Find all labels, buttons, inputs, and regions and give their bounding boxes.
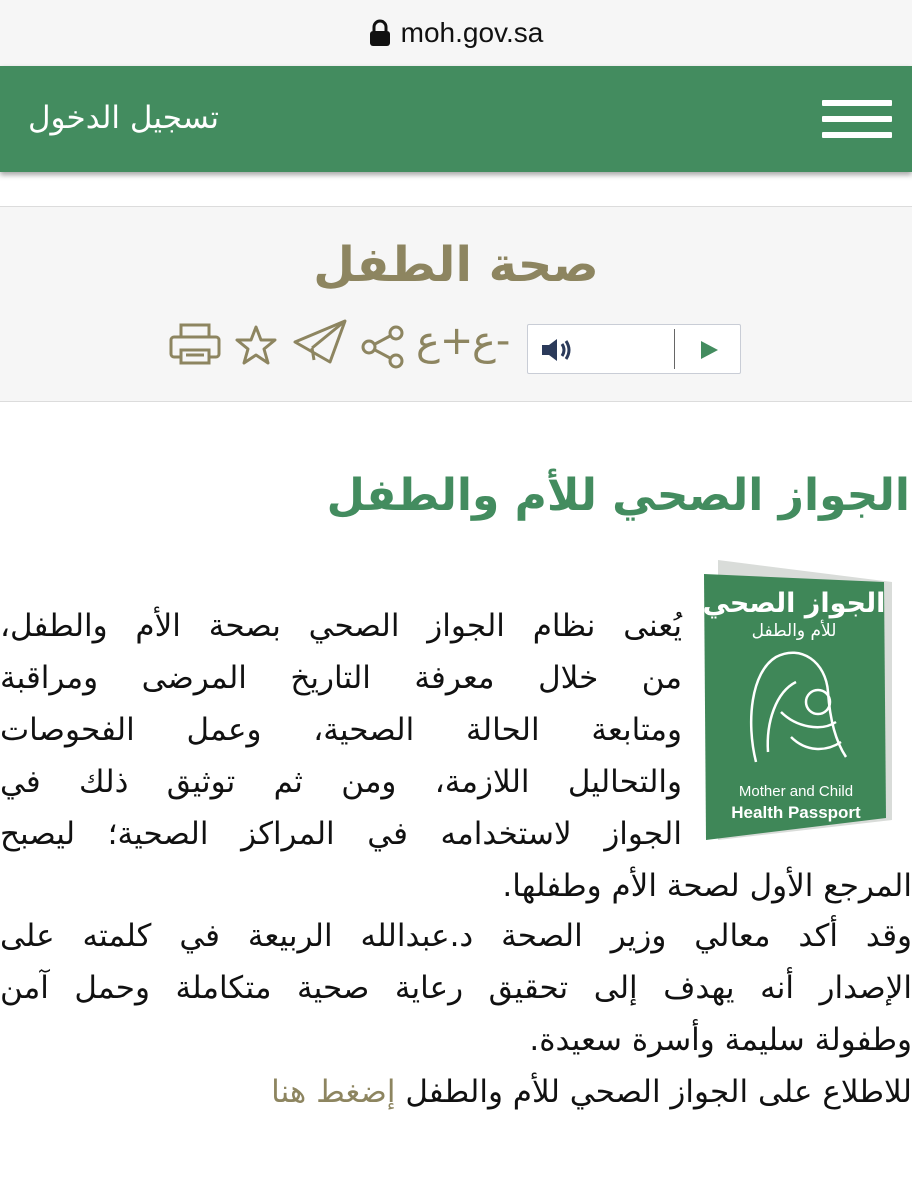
paragraph-1-end bbox=[0, 860, 912, 912]
passport-title: الجواز الصحي bbox=[702, 588, 886, 619]
send-icon[interactable] bbox=[292, 318, 348, 366]
play-icon[interactable] bbox=[698, 339, 720, 361]
article-heading: الجواز الصحي للأم والطفل bbox=[326, 470, 910, 521]
url-text: moh.gov.sa bbox=[400, 17, 544, 48]
font-increase-label: ع+ bbox=[416, 318, 474, 364]
passport-caption-2: Health Passport bbox=[731, 803, 861, 822]
share-icon[interactable] bbox=[360, 324, 406, 370]
site-header bbox=[0, 66, 912, 172]
paragraph-line: من خلال معرفة التاريخ المرضى ومراقبة bbox=[0, 660, 682, 696]
paragraph-line: والتحاليل اللازمة، ومن ثم توثيق ذلك في bbox=[0, 764, 682, 800]
page-title: صحة الطفل bbox=[313, 237, 599, 293]
login-link[interactable]: تسجيل الدخول bbox=[28, 100, 220, 136]
paragraph-2 bbox=[0, 910, 912, 1066]
lock-icon bbox=[369, 19, 391, 47]
speaker-icon[interactable] bbox=[540, 337, 574, 363]
star-icon[interactable] bbox=[234, 324, 278, 368]
paragraph-line: الجواز لاستخدامه في المراكز الصحية؛ ليصبح bbox=[0, 816, 682, 852]
paragraph-line: يُعنى نظام الجواز الصحي بصحة الأم والطفل، bbox=[0, 608, 682, 644]
hamburger-icon[interactable] bbox=[822, 100, 892, 140]
passport-subtitle: للأم والطفل bbox=[751, 621, 837, 641]
font-decrease-icon[interactable] bbox=[472, 318, 520, 368]
print-icon[interactable] bbox=[168, 322, 222, 366]
page-title-band bbox=[0, 206, 912, 402]
paragraph-3-text: للاطلاع على الجواز الصحي للأم والطفل bbox=[405, 1074, 912, 1110]
paragraph-3 bbox=[0, 1066, 912, 1118]
passport-caption-1: Mother and Child bbox=[738, 783, 854, 800]
paragraph-line: وطفولة سليمة وأسرة سعيدة. bbox=[529, 1022, 912, 1058]
paragraph-line: المرجع الأول لصحة الأم وطفلها. bbox=[502, 868, 912, 904]
paragraph-1 bbox=[0, 600, 682, 860]
address-bar[interactable] bbox=[0, 0, 912, 66]
paragraph-line: وقد أكد معالي وزير الصحة د.عبدالله الربيعة في كلمته على bbox=[0, 918, 912, 954]
paragraph-line: الإصدار أنه يهدف إلى تحقيق رعاية صحية متكاملة وحمل آمن bbox=[0, 970, 912, 1006]
font-decrease-label: ع- bbox=[472, 318, 511, 364]
font-increase-icon[interactable] bbox=[416, 318, 474, 368]
paragraph-line: ومتابعة الحالة الصحية، وعمل الفحوصات bbox=[0, 712, 682, 748]
audio-player bbox=[527, 324, 741, 374]
passport-image bbox=[696, 552, 896, 844]
click-here-link[interactable]: إضغط هنا bbox=[271, 1074, 396, 1110]
